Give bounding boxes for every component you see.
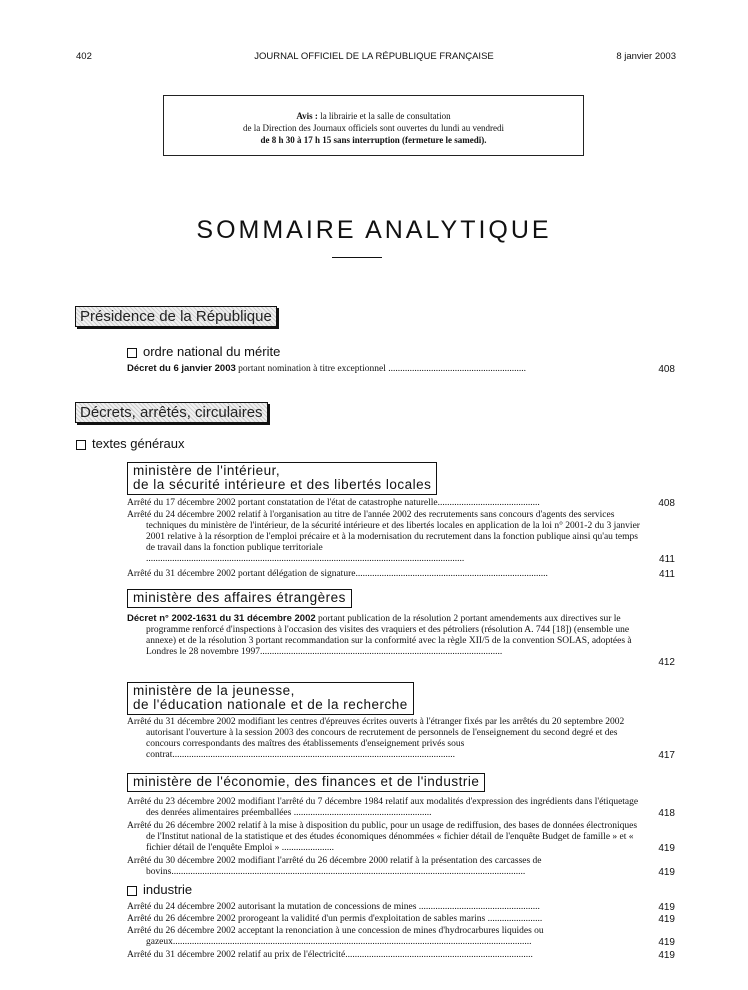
entry-text: Arrêté du 26 décembre 2002 relatif à la mise à disposition du public, pour un usage de rediffusion, des bases de données électroniques de l'Institut national de la statistique et des études économiques dénommées « fichier détail de l'enquête Budget de famille » et « fichier détail de l'enquête Emploi » ...................... bbox=[127, 821, 638, 853]
title-rule bbox=[332, 257, 382, 258]
section-banner-decrets: Décrets, arrêtés, circulaires bbox=[75, 402, 268, 423]
entry-text: Arrêté du 31 décembre 2002 portant délégation de signature................................................................................. bbox=[127, 569, 548, 579]
ministry-box-economie bbox=[127, 773, 485, 792]
ministry-box-jeunesse bbox=[127, 682, 414, 715]
entry-text: Arrêté du 26 décembre 2002 acceptant la renonciation à une concession de mines d'hydrocarbures liquides ou gazeux....................................................................................................................................................... bbox=[127, 926, 544, 947]
ministry-line-1: ministère de la jeunesse, bbox=[133, 683, 295, 698]
checkbox-bullet-icon bbox=[127, 886, 137, 896]
notice-box bbox=[163, 95, 584, 156]
entry-page: 419 bbox=[658, 950, 675, 961]
notice-line-3: de 8 h 30 à 17 h 15 sans interruption (fermeture le samedi). bbox=[260, 135, 487, 145]
toc-entry bbox=[127, 613, 675, 668]
entry-page: 412 bbox=[658, 657, 675, 668]
ministry-line-1: ministère de l'économie, des finances et de l'industrie bbox=[133, 774, 480, 789]
toc-entry bbox=[127, 797, 675, 819]
notice-line-2: de la Direction des Journaux officiels sont ouvertes du lundi au vendredi bbox=[242, 123, 505, 133]
entry-page: 411 bbox=[659, 569, 675, 580]
entry-bold: Décret n° 2002-1631 du 31 décembre 2002 bbox=[127, 613, 316, 624]
entry-text: Arrêté du 30 décembre 2002 modifiant l'arrêté du 26 décembre 2000 relatif à la présentation des carcasses de bovins..................................................................................................................................................... bbox=[127, 856, 542, 877]
ministry-line-1: ministère de l'intérieur, bbox=[133, 463, 281, 478]
checkbox-bullet-icon bbox=[127, 348, 137, 358]
checkbox-bullet-icon bbox=[76, 440, 86, 450]
entry-page: 408 bbox=[658, 498, 675, 509]
notice-line-1: la librairie et la salle de consultation bbox=[317, 111, 451, 121]
entry-text: Arrêté du 31 décembre 2002 modifiant les centres d'épreuves écrites ouverts à l'étranger fixés par les arrêtés du 20 septembre 2002 autorisant l'ouverture à la session 2003 des concours de recrutement de personnels de l'enseignement du second degré et des concours correspondants des maîtres des établissements d'enseignement privés sous contrat....................................................................................................................... bbox=[127, 717, 625, 760]
ministry-line-1: ministère des affaires étrangères bbox=[133, 590, 346, 605]
toc-entry bbox=[127, 856, 675, 878]
toc-entry bbox=[127, 717, 675, 761]
entry-page: 419 bbox=[658, 867, 675, 878]
entry-text: Arrêté du 31 décembre 2002 relatif au prix de l'électricité............................................................................... bbox=[127, 950, 533, 960]
page-title: SOMMAIRE ANALYTIQUE bbox=[196, 216, 552, 244]
ministry-box-interieur bbox=[127, 462, 437, 495]
entry-bold: Décret du 6 janvier 2003 bbox=[127, 363, 236, 374]
journal-title: JOURNAL OFFICIEL DE LA RÉPUBLIQUE FRANÇAISE bbox=[254, 51, 494, 62]
toc-entry bbox=[127, 914, 675, 925]
heading-label: industrie bbox=[143, 882, 193, 897]
ministry-box-etrangeres bbox=[127, 589, 352, 608]
entry-page: 419 bbox=[658, 937, 675, 948]
notice-label: Avis : bbox=[296, 111, 318, 121]
entry-text: portant publication de la résolution 2 portant amendements aux directives sur le programme renforcé d'inspections à l'occasion des visites des vraquiers et des pétroliers (résolution A. 744 [18]) (ensemble une annexe) et de la résolution 3 portant recommandation sur la conformité avec la règle XII/5 de la convention SOLAS, adoptées à Londres le 28 novembre 1997...................................................................................................... bbox=[146, 614, 632, 657]
toc-entry bbox=[127, 510, 675, 565]
entry-page: 419 bbox=[658, 902, 675, 913]
entry-text: Arrêté du 24 décembre 2002 autorisant la mutation de concessions de mines ................................................... bbox=[127, 902, 540, 912]
toc-entry bbox=[127, 498, 675, 509]
ministry-line-2: de l'éducation nationale et de la recherche bbox=[133, 697, 408, 712]
entry-text: Arrêté du 23 décembre 2002 modifiant l'arrêté du 7 décembre 1984 relatif aux modalités d'expression des ingrédients dans l'étiquetage des denrées alimentaires préemballées .......................................................... bbox=[127, 797, 639, 818]
ministry-line-2: de la sécurité intérieure et des libertés locales bbox=[133, 477, 432, 492]
toc-entry bbox=[127, 569, 675, 580]
heading-label: textes généraux bbox=[92, 436, 185, 451]
entry-page: 408 bbox=[658, 364, 675, 375]
heading-ordre-national bbox=[127, 344, 280, 359]
toc-entry bbox=[127, 902, 675, 913]
entry-text: Arrêté du 26 décembre 2002 prorogeant la validité d'un permis d'exploitation de sables marins ....................... bbox=[127, 914, 543, 924]
toc-entry bbox=[127, 950, 675, 961]
toc-entry bbox=[127, 926, 675, 948]
entry-text: Arrêté du 17 décembre 2002 portant constatation de l'état de catastrophe naturelle........................................... bbox=[127, 498, 540, 508]
entry-text: Arrêté du 24 décembre 2002 relatif à l'organisation au titre de l'année 2002 des recrutements sans concours d'agents des services techniques du ministère de l'intérieur, de la sécurité intérieure et des libertés locales en application de la loi n° 2001-2 du 3 janvier 2001 relative à la résorption de l'emploi précaire et à la modernisation du recrutement dans la fonction publique ainsi qu'au temps de travail dans la fonction publique territoriale ...................................................................................................................................... bbox=[127, 510, 640, 564]
heading-textes-generaux bbox=[76, 436, 185, 451]
heading-label: ordre national du mérite bbox=[143, 344, 281, 359]
toc-entry bbox=[127, 821, 675, 854]
issue-date: 8 janvier 2003 bbox=[616, 51, 676, 62]
entry-page: 411 bbox=[659, 554, 675, 565]
entry-page: 419 bbox=[658, 914, 675, 925]
section-banner-presidence: Présidence de la République bbox=[75, 306, 277, 327]
entry-page: 417 bbox=[658, 750, 675, 761]
heading-industrie bbox=[127, 882, 192, 897]
entry-page: 418 bbox=[658, 808, 675, 819]
toc-entry bbox=[127, 363, 675, 375]
entry-page: 419 bbox=[658, 843, 675, 854]
entry-text: portant nomination à titre exceptionnel .......................................................... bbox=[235, 364, 527, 374]
page-number: 402 bbox=[76, 51, 92, 62]
